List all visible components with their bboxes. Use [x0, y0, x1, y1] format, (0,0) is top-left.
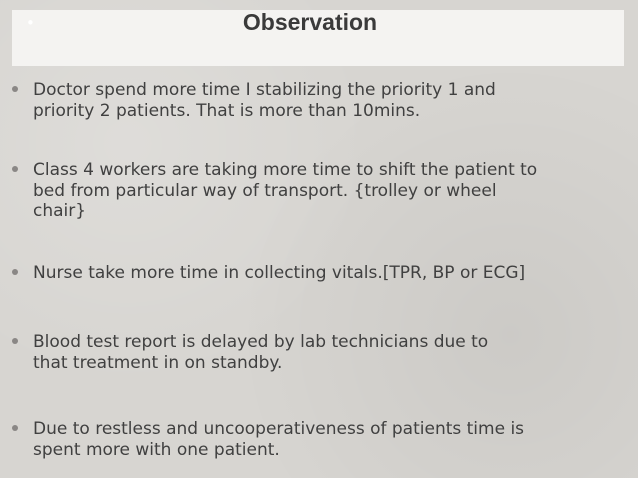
bullet-line: Class 4 workers are taking more time to shift the patient to	[33, 160, 538, 180]
bullet-dot	[12, 269, 18, 275]
bullet-dot	[12, 166, 18, 172]
bullet-line: Nurse take more time in collecting vitals.[TPR, BP or ECG]	[33, 263, 526, 283]
bullet-line: priority 2 patients. That is more than 10mins.	[33, 100, 421, 121]
bullet-line: Due to restless and uncooperativeness of patients time is	[33, 419, 525, 439]
bullet-line: spent more with one patient.	[33, 439, 280, 460]
bullet-line: chair}	[33, 201, 87, 221]
bullet-line: bed from particular way of transport. {trolley or wheel	[33, 180, 497, 201]
bullet-text	[33, 80, 633, 121]
bullet-line: that treatment in on standby.	[33, 352, 283, 373]
bullet-dot	[12, 425, 18, 431]
bullet-dot	[12, 338, 18, 344]
bullet-line: Doctor spend more time I stabilizing the priority 1 and	[33, 80, 496, 100]
slide-title: Observation	[242, 9, 378, 35]
bullet-dot	[12, 86, 18, 92]
bullet-text	[33, 419, 633, 460]
bullet-text	[33, 332, 633, 373]
bullet-text	[33, 263, 633, 284]
bullet-line: Blood test report is delayed by lab technicians due to	[33, 332, 489, 352]
title-bullet: •	[26, 14, 35, 32]
bullet-text	[33, 160, 633, 222]
